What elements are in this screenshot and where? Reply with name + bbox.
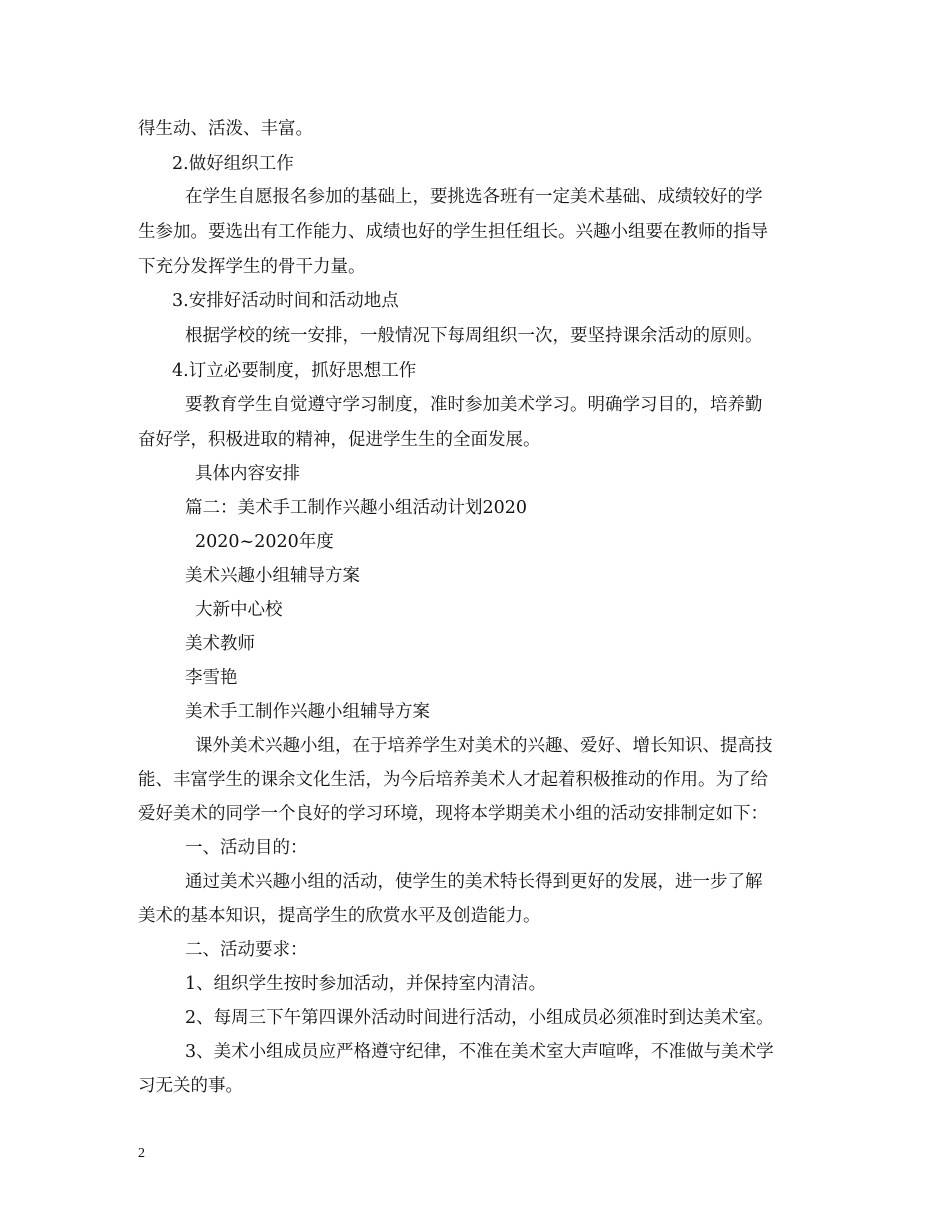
text-line: 课外美术兴趣小组，在于培养学生对美术的兴趣、爱好、增长知识、提高技 — [195, 736, 773, 756]
section-heading: 一、活动目的： — [185, 838, 308, 858]
text-line: 奋好学，积极进取的精神，促进学生生的全面发展。 — [138, 430, 541, 450]
text-line: 2、每周三下午第四课外活动时间进行活动，小组成员必须准时到达美术室。 — [185, 1008, 774, 1028]
text-line: 3、美术小组成员应严格遵守纪律，不准在美术室大声喧哗，不准做与美术学 — [185, 1042, 774, 1062]
section-heading: 4.订立必要制度，抓好思想工作 — [172, 361, 417, 381]
text-line: 1、组织学生按时参加活动，并保持室内清洁。 — [185, 974, 547, 994]
text-line: 根据学校的统一安排，一般情况下每周组织一次，要坚持课余活动的原则。 — [185, 326, 763, 346]
text-line: 2020~2020年度 — [195, 532, 334, 552]
text-line: 美术兴趣小组辅导方案 — [185, 566, 360, 586]
text-line: 生参加。要选出有工作能力、成绩也好的学生担任组长。兴趣小组要在教师的指导 — [138, 222, 768, 242]
text-line: 美术的基本知识，提高学生的欣赏水平及创造能力。 — [138, 906, 541, 926]
text-line: 下充分发挥学生的骨干力量。 — [138, 257, 366, 277]
text-line: 在学生自愿报名参加的基础上，要挑选各班有一定美术基础、成绩较好的学 — [185, 187, 763, 207]
text-line: 李雪艳 — [185, 668, 238, 688]
section-heading: 二、活动要求： — [185, 940, 308, 960]
page-number: 2 — [138, 1146, 145, 1161]
text-line: 能、丰富学生的课余文化生活，为今后培养美术人才起着积极推动的作用。为了给 — [138, 770, 768, 790]
text-line: 通过美术兴趣小组的活动，使学生的美术特长得到更好的发展，进一步了解 — [185, 872, 763, 892]
article-title: 篇二：美术手工制作兴趣小组活动计划2020 — [185, 498, 528, 518]
text-line: 要教育学生自觉遵守学习制度，准时参加美术学习。明确学习目的，培养勤 — [185, 395, 763, 415]
text-line: 习无关的事。 — [138, 1076, 243, 1096]
text-line: 美术教师 — [185, 634, 255, 654]
text-line: 得生动、活泼、丰富。 — [138, 119, 313, 139]
text-line: 具体内容安排 — [195, 464, 300, 484]
text-line: 爱好美术的同学一个良好的学习环境，现将本学期美术小组的活动安排制定如下： — [138, 804, 768, 824]
text-line: 美术手工制作兴趣小组辅导方案 — [185, 702, 430, 722]
text-line: 大新中心校 — [195, 600, 283, 620]
section-heading: 3.安排好活动时间和活动地点 — [172, 291, 399, 311]
section-heading: 2.做好组织工作 — [172, 154, 294, 174]
